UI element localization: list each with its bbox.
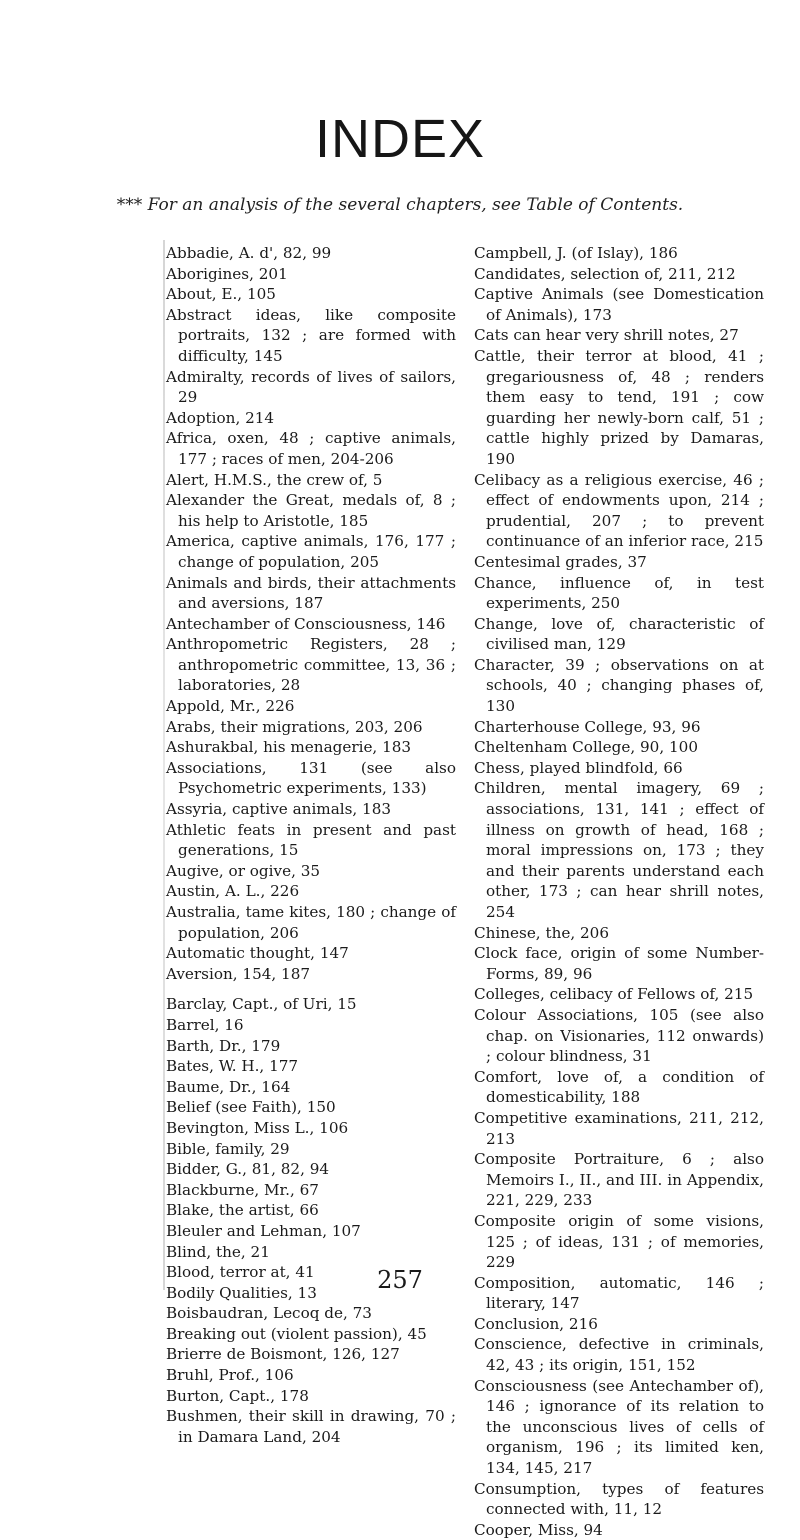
index-entry: Comfort, love of, a condition of domesticability, 188 [474, 1067, 764, 1107]
index-entry: Candidates, selection of, 211, 212 [474, 264, 736, 283]
index-entry: Composition, automatic, 146 ; literary, 147 [474, 1273, 764, 1313]
index-entry: Antechamber of Consciousness, 146 [166, 614, 446, 633]
index-entry: Bevington, Miss L., 106 [166, 1118, 349, 1137]
index-entry: Baume, Dr., 164 [166, 1077, 291, 1096]
index-entry: Alexander the Great, medals of, 8 ; his help to Aristotle, 185 [166, 491, 456, 530]
index-entry: Captive Animals (see Domestication of Animals), 173 [474, 285, 764, 324]
index-entry: Consciousness (see Antechamber of), 146 ; ignorance of its relation to the unconscious lives of cells of organism, 196 ; its limited ken, 134, 145, 217 [474, 1376, 764, 1478]
index-entry: Augive, or ogive, 35 [166, 861, 321, 880]
index-column-right [474, 243, 764, 1540]
index-entry: Campbell, J. (of Islay), 186 [474, 244, 678, 262]
index-entry: Chess, played blindfold, 66 [474, 758, 683, 777]
index-entry: Austin, A. L., 226 [166, 882, 300, 901]
index-entry: Assyria, captive animals, 183 [166, 800, 392, 819]
index-entry: Aversion, 154, 187 [166, 964, 311, 983]
index-entry: Character, 39 ; observations on at schools, 40 ; changing phases of, 130 [474, 655, 764, 716]
index-entry: Aborigines, 201 [166, 264, 288, 283]
index-entry: Automatic thought, 147 [166, 944, 349, 963]
index-entry: Belief (see Faith), 150 [166, 1098, 336, 1117]
index-entry: Bidder, G., 81, 82, 94 [166, 1160, 330, 1179]
index-entry: Abstract ideas, like composite portraits, 132 ; are formed with difficulty, 145 [166, 305, 456, 365]
index-entry: Charterhouse College, 93, 96 [474, 717, 701, 736]
index-entry: Cats can hear very shrill notes, 27 [474, 326, 739, 345]
index-entry: Animals and birds, their attachments and aversions, 187 [166, 573, 456, 613]
index-entry: Athletic feats in present and past generations, 15 [166, 820, 456, 860]
index-entry: Bates, W. H., 177 [166, 1057, 299, 1076]
index-entry: Arabs, their migrations, 203, 206 [166, 717, 423, 736]
index-entry: Cooper, Miss, 94 [474, 1520, 603, 1539]
page-number: 257 [377, 1266, 423, 1294]
index-entry: Appold, Mr., 226 [166, 697, 295, 716]
index-section-gap [166, 984, 456, 994]
index-entry: America, captive animals, 176, 177 ; change of population, 205 [166, 532, 456, 571]
index-entry: Composite origin of some visions, 125 ; of ideas, 131 ; of memories, 229 [474, 1211, 764, 1272]
index-entry: Barth, Dr., 179 [166, 1036, 281, 1055]
index-entry: Abbadie, A. d', 82, 99 [166, 244, 332, 262]
index-entry: Competitive examinations, 211, 212, 213 [474, 1108, 764, 1148]
index-entry: Cattle, their terror at blood, 41 ; gregariousness of, 48 ; renders them easy to tend, 191 ; cow guarding her newly-born calf, 51 ; cattle highly prized by Damaras, 190 [474, 346, 764, 468]
index-entry: Bruhl, Prof., 106 [166, 1366, 294, 1385]
page-title: INDEX [314, 109, 486, 169]
index-entry: Blackburne, Mr., 67 [166, 1180, 319, 1199]
index-entry: Africa, oxen, 48 ; captive animals, 177 ; races of men, 204-206 [166, 429, 456, 468]
index-note: *** For an analysis of the several chapters, see Table of Contents. [116, 195, 684, 215]
index-entry: Bleuler and Lehman, 107 [166, 1221, 361, 1240]
index-entry: Boisbaudran, Lecoq de, 73 [166, 1304, 372, 1323]
index-entry: Centesimal grades, 37 [474, 552, 647, 571]
index-entry: Conclusion, 216 [474, 1314, 598, 1333]
index-entry: Colleges, celibacy of Fellows of, 215 [474, 985, 754, 1004]
index-entry: Blind, the, 21 [166, 1242, 270, 1261]
index-entry: Australia, tame kites, 180 ; change of population, 206 [166, 903, 456, 942]
index-entry: Colour Associations, 105 (see also chap. on Visionaries, 112 onwards) ; colour blindness, 31 [474, 1005, 764, 1066]
scan-margin-shadow [163, 240, 165, 1290]
index-entry: Cheltenham College, 90, 100 [474, 738, 698, 757]
index-entry: Bodily Qualities, 13 [166, 1283, 317, 1302]
index-entry: Children, mental imagery, 69 ; associations, 131, 141 ; effect of illness on growth of head, 168 ; moral impressions on, 173 ; they and their parents understand each other, 173 ; can hear shrill notes, 254 [474, 779, 764, 921]
index-entry: Adoption, 214 [166, 408, 275, 427]
index-entry: Celibacy as a religious exercise, 46 ; effect of endowments upon, 214 ; prudential, 207 ; to prevent continuance of an inferior race, 215 [474, 470, 764, 551]
index-entry: Associations, 131 (see also Psychometric experiments, 133) [166, 758, 456, 798]
index-entry: About, E., 105 [166, 285, 276, 304]
index-entry: Ashurakbal, his menagerie, 183 [166, 738, 412, 757]
index-entry: Change, love of, characteristic of civilised man, 129 [474, 614, 764, 654]
index-entry: Clock face, origin of some Number-Forms, 89, 96 [474, 944, 764, 983]
index-entry: Consumption, types of features connected with, 11, 12 [474, 1479, 764, 1519]
index-entry: Alert, H.M.S., the crew of, 5 [166, 470, 383, 489]
index-entry: Bushmen, their skill in drawing, 70 ; in Damara Land, 204 [166, 1407, 456, 1446]
index-entry: Conscience, defective in criminals, 42, 43 ; its origin, 151, 152 [474, 1335, 764, 1375]
index-entry: Barclay, Capt., of Uri, 15 [166, 995, 357, 1014]
index-entry: Admiralty, records of lives of sailors, 29 [166, 367, 456, 407]
index-entry: Brierre de Boismont, 126, 127 [166, 1345, 400, 1364]
index-entry: Anthropometric Registers, 28 ; anthropometric committee, 13, 36 ; laboratories, 28 [166, 635, 456, 695]
index-entry: Blake, the artist, 66 [166, 1201, 319, 1220]
index-entry: Burton, Capt., 178 [166, 1386, 309, 1405]
index-entry: Blood, terror at, 41 [166, 1263, 315, 1282]
index-entry: Chinese, the, 206 [474, 923, 609, 942]
index-entry: Breaking out (violent passion), 45 [166, 1324, 427, 1343]
index-entry: Chance, influence of, in test experiments, 250 [474, 573, 764, 613]
index-entry: Composite Portraiture, 6 ; also Memoirs I., II., and III. in Appendix, 221, 229, 233 [474, 1150, 764, 1210]
index-entry: Bible, family, 29 [166, 1139, 290, 1158]
index-entry: Barrel, 16 [166, 1015, 244, 1034]
